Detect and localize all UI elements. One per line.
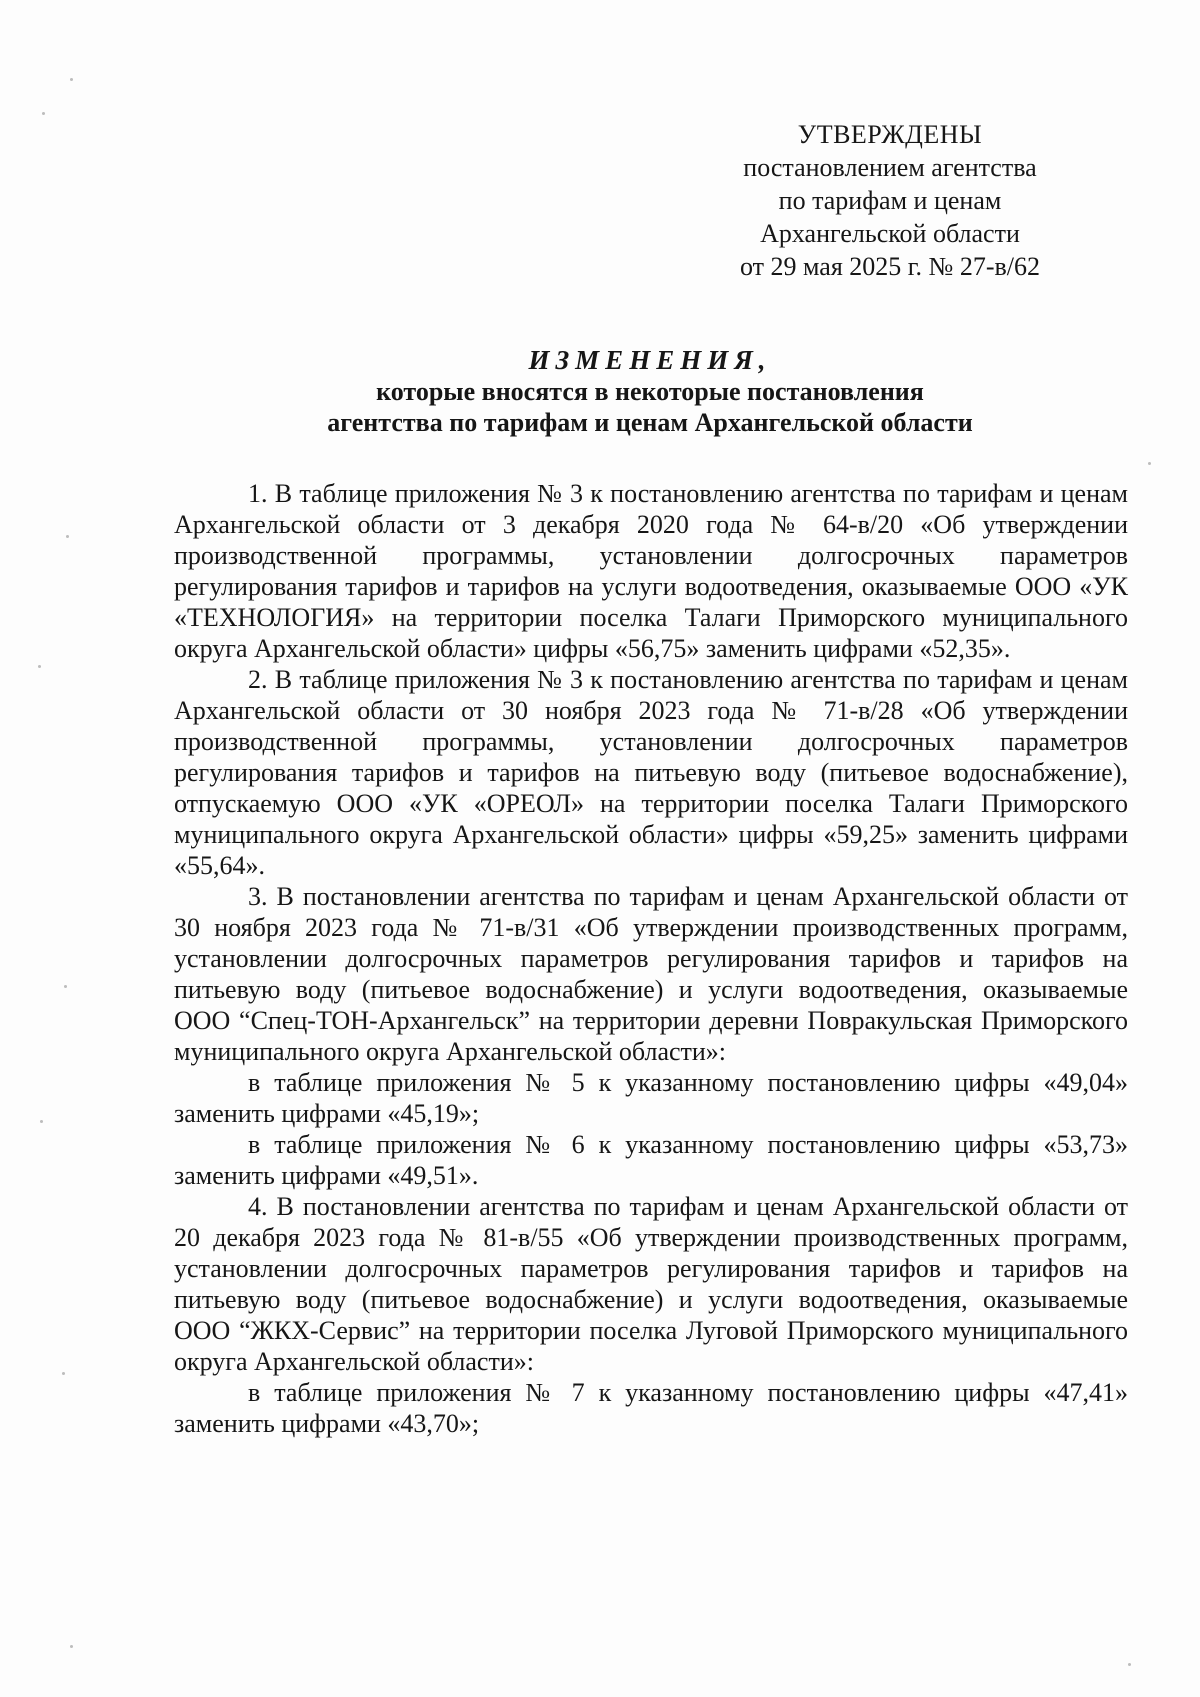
- scan-speck: [40, 1120, 43, 1123]
- paragraph-item-4: 4. В постановлении агентства по тарифам и ценам Архангельской области от 20 декабря 2023 года № 81-в/55 «Об утверждении производственных программ, установлении долгосрочных параметров регулирования тарифов и тарифов на питьевую воду (питьевое водоснабжение) и услуги водоотведения, оказываемые ООО “ЖКХ-Сервис” на территории поселка Луговой Приморского муниципального округа Архангельской области»:: [174, 1192, 1128, 1376]
- approval-line-agency: по тарифам и ценам: [778, 186, 1002, 215]
- paragraph-item-4-sub-1: в таблице приложения № 7 к указанному постановлению цифры «47,41» заменить цифрами «43,70»;: [174, 1378, 1128, 1438]
- document-body: [174, 478, 1128, 1439]
- scan-speck: [1148, 462, 1151, 465]
- scan-speck: [64, 985, 67, 988]
- paragraph-item-3-sub-2: в таблице приложения № 6 к указанному постановлению цифры «53,73» заменить цифрами «49,51».: [174, 1130, 1128, 1190]
- approval-stamp-block: [700, 118, 1080, 283]
- paragraph-item-1: 1. В таблице приложения № 3 к постановлению агентства по тарифам и ценам Архангельской области от 3 декабря 2020 года № 64-в/20 «Об утверждении производственной программы, установлении долгосрочных параметров регулирования тарифов и тарифов на услуги водоотведения, оказываемые ООО «УК «ТЕХНОЛОГИЯ» на территории поселка Талаги Приморского муниципального округа Архангельской области» цифры «56,75» заменить цифрами «52,35».: [174, 479, 1128, 663]
- title-heading: ИЗМЕНЕНИЯ,: [528, 345, 772, 375]
- scan-speck: [42, 112, 45, 115]
- scan-speck: [62, 1372, 65, 1375]
- title-subtitle-line-2: агентства по тарифам и ценам Архангельской области: [327, 408, 973, 437]
- paragraph-item-3: 3. В постановлении агентства по тарифам и ценам Архангельской области от 30 ноября 2023 года № 71-в/31 «Об утверждении производственных программ, установлении долгосрочных параметров регулирования тарифов и тарифов на питьевую воду (питьевое водоснабжение) и услуги водоотведения, оказываемые ООО “Спец-ТОН-Архангельск” на территории деревни Повракульская Приморского муниципального округа Архангельской области»:: [174, 882, 1128, 1066]
- scan-speck: [38, 665, 41, 668]
- approval-line-date-number: от 29 мая 2025 г. № 27-в/62: [740, 252, 1040, 281]
- paragraph-item-3-sub-1: в таблице приложения № 5 к указанному постановлению цифры «49,04» заменить цифрами «45,19»;: [174, 1068, 1128, 1128]
- title-subtitle-line-1: которые вносятся в некоторые постановления: [376, 377, 924, 406]
- approval-heading: УТВЕРЖДЕНЫ: [797, 120, 983, 149]
- scan-speck: [70, 1645, 73, 1648]
- approval-line-region: Архангельской области: [760, 219, 1020, 248]
- approval-line-resolution: постановлением агентства: [743, 153, 1037, 182]
- scan-speck: [1128, 1663, 1131, 1666]
- paragraph-item-2: 2. В таблице приложения № 3 к постановлению агентства по тарифам и ценам Архангельской области от 30 ноября 2023 года № 71-в/28 «Об утверждении производственной программы, установлении долгосрочных параметров регулирования тарифов и тарифов на питьевую воду (питьевое водоснабжение), отпускаемую ООО «УК «ОРЕОЛ» на территории поселка Талаги Приморского муниципального округа Архангельской области» цифры «59,25» заменить цифрами «55,64».: [174, 665, 1128, 880]
- document-title: [170, 345, 1130, 438]
- scan-speck: [66, 535, 69, 538]
- scan-speck: [70, 78, 73, 81]
